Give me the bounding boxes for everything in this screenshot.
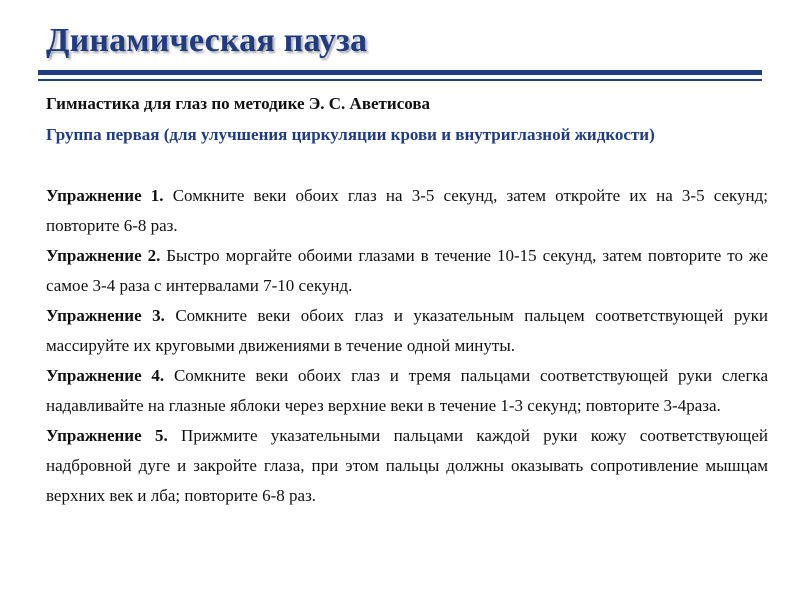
exercise-label: Упражнение 1. xyxy=(46,186,164,205)
title-divider-thin xyxy=(38,79,762,81)
exercise-item xyxy=(46,181,768,241)
exercise-item xyxy=(46,241,768,301)
exercise-list xyxy=(46,181,768,511)
exercise-text: Сомкните веки обоих глаз и тремя пальцами соответствующей руки слегка надавливайте на глазные яблоки через верхние веки в течение 1-3 секунд; повторите 3-4раза. xyxy=(46,366,768,415)
exercise-item xyxy=(46,361,768,421)
slide-title: Динамическая пауза xyxy=(46,22,368,59)
exercise-item xyxy=(46,301,768,361)
title-divider-thick xyxy=(38,70,762,75)
group-heading: Группа первая (для улучшения циркуляции крови и внутриглазной жидкости) xyxy=(46,125,655,144)
exercise-text: Сомкните веки обоих глаз на 3-5 секунд, затем откройте их на 3-5 секунд; повторите 6-8 раз. xyxy=(46,186,769,235)
exercise-item xyxy=(46,421,768,511)
exercise-label: Упражнение 4. xyxy=(46,366,165,385)
exercise-label: Упражнение 2. xyxy=(46,246,161,265)
exercise-label: Упражнение 5. xyxy=(46,426,168,445)
method-subtitle: Гимнастика для глаз по методике Э. С. Аветисова xyxy=(46,94,431,113)
exercise-text: Быстро моргайте обоими глазами в течение 10-15 секунд, затем повторите то же самое 3-4 раза с интервалами 7-10 секунд. xyxy=(46,246,769,295)
exercise-text: Сомкните веки обоих глаз и указательным пальцем соответствующей руки массируйте их круговыми движениями в течение одной минуты. xyxy=(46,306,768,355)
exercise-label: Упражнение 3. xyxy=(46,306,165,325)
exercise-text: Прижмите указательными пальцами каждой руки кожу соответствующей надбровной дуге и закройте глаза, при этом пальцы должны оказывать сопротивление мышцам верхних век и лба; повторите 6-8 раз. xyxy=(46,426,768,505)
